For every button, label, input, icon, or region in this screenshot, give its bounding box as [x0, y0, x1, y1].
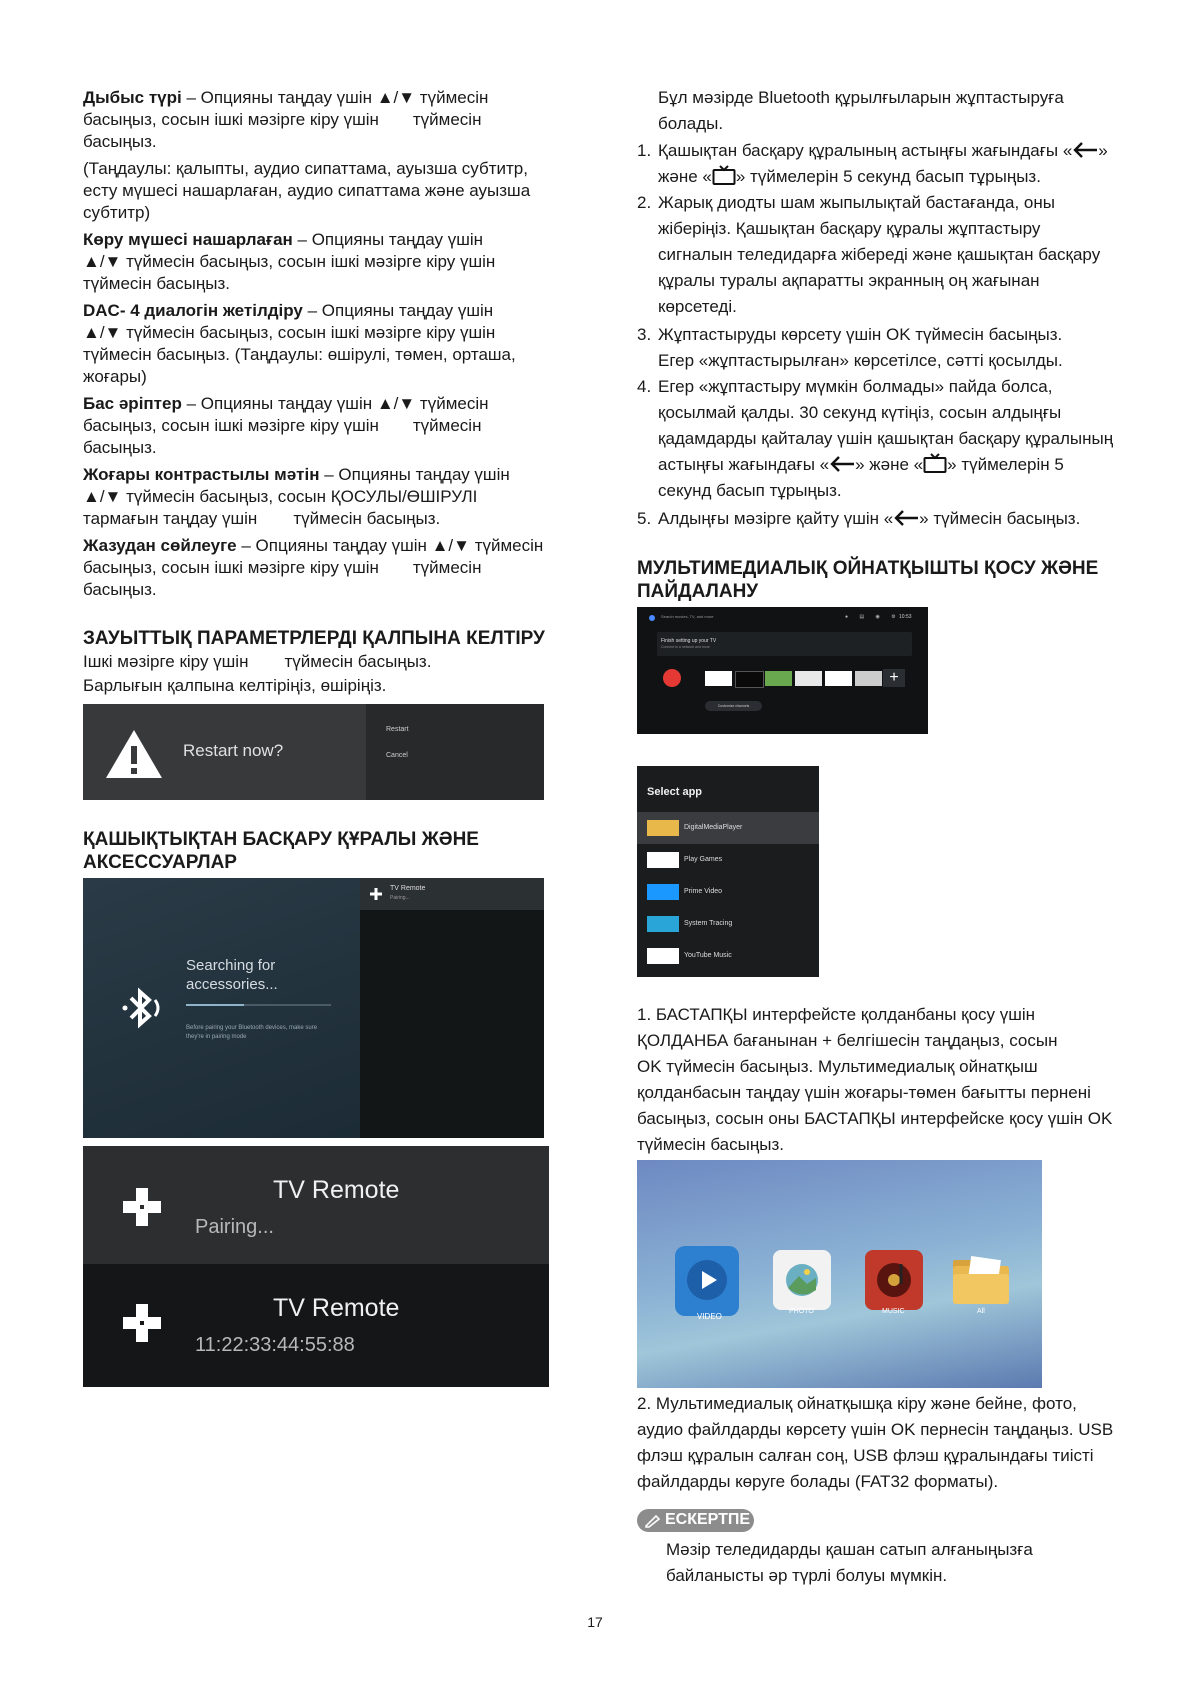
app-tile[interactable]	[765, 671, 792, 686]
step-5: 5. Алдыңғы мәзірге қайту үшін « » түймесін басыңыз.	[637, 509, 1081, 528]
note-badge	[637, 1509, 754, 1532]
restart-dialog-screenshot	[83, 704, 544, 800]
sound-type-title: Дыбыс түрі	[83, 88, 182, 107]
pairing-status: Pairing...	[195, 1216, 274, 1238]
back-arrow-icon	[1072, 141, 1098, 159]
photo-icon	[785, 1262, 819, 1298]
back-arrow-icon	[893, 509, 919, 527]
app-item[interactable]: Prime Video	[684, 888, 723, 895]
app-icon	[647, 916, 679, 932]
app-item[interactable]: System Tracing	[684, 920, 733, 927]
multimedia-heading-line1: МУЛЬТИМЕДИАЛЫҚ ОЙНАТҚЫШТЫ ҚОСУ ЖӘНЕ	[637, 558, 1099, 579]
tv-icon	[923, 453, 947, 473]
bluetooth-icon	[119, 984, 169, 1034]
media-player-screenshot: VIDEO PHOTO MUSIC All	[637, 1160, 1042, 1388]
step-2: 2. Жарық диодты шам жыпылықтай бастағанда, оны жіберіңіз. Қашықтан басқару құралы жұптастыру сигналын теледидарға жібереді және қашықтан басқару құралы туралы ақпаратты экранның оң жағынан көрсетеді.	[637, 193, 1101, 316]
select-app-title: Select app	[647, 786, 703, 798]
warning-icon	[104, 728, 164, 780]
restart-prompt: Restart now?	[183, 741, 284, 760]
add-app-icon[interactable]: +	[883, 669, 905, 687]
app-icon	[647, 820, 679, 836]
pencil-note-icon	[644, 1513, 662, 1528]
app-icon	[647, 948, 679, 964]
app-tile[interactable]	[825, 671, 852, 686]
bluetooth-search-screenshot: Searching for accessories... Before pairing your Bluetooth devices, make sure they're in pairing mode TV Remote Pairing...	[83, 878, 544, 1138]
app-item[interactable]: DigitalMediaPlayer	[684, 824, 743, 831]
select-app-screenshot	[637, 766, 819, 977]
pairing-row-1[interactable]	[83, 1146, 549, 1264]
paired-device-name: TV Remote	[273, 1294, 400, 1322]
remote-heading-line1: ҚАШЫҚТЫҚТАН БАСҚАРУ ҚҰРАЛЫ ЖӘНЕ	[83, 829, 479, 850]
tv-home-screenshot	[637, 607, 928, 734]
all-files-tile[interactable]	[949, 1254, 1013, 1306]
app-tile[interactable]	[855, 671, 882, 686]
app-item[interactable]: Play Games	[684, 856, 723, 863]
bt-side-item[interactable]: TV Remote Pairing...	[360, 878, 544, 910]
step-4: 4. Егер «жұптастыру мүмкін болмады» пайда болса, қосылмай қалды. 30 секунд күтіңіз, сосын алдыңғы қадамдарды қайталау үшін қашықтан басқару құралының астыңғы жағындағы « » және « » түймелерін 5 секунд басып тұрыңыз.	[637, 377, 1114, 500]
note-label: ЕСКЕРТПЕ	[665, 1511, 751, 1528]
music-tile[interactable]	[865, 1250, 923, 1310]
gamepad-icon	[123, 1304, 161, 1342]
remote-pairing-screenshot	[83, 1146, 549, 1387]
search-hint[interactable]: Search movies, TV, and more	[661, 614, 714, 619]
assistant-icon	[649, 615, 655, 621]
setup-card[interactable]: Finish setting up your TV Connect to a network and more	[657, 632, 912, 656]
search-progress-fill	[186, 1004, 244, 1006]
page-number: 17	[587, 1614, 603, 1630]
remote-heading-line2: АКСЕССУАРЛАР	[83, 852, 237, 873]
pairing-device-name: TV Remote	[273, 1176, 400, 1204]
app-icon	[647, 884, 679, 900]
folder-icon	[949, 1254, 1013, 1306]
app-icon	[647, 852, 679, 868]
customize-channels-button[interactable]: Customize channels	[705, 701, 762, 711]
factory-reset-heading: ЗАУЫТТЫҚ ПАРАМЕТРЛЕРДІ ҚАЛПЫНА КЕЛТІРУ	[83, 628, 545, 649]
apps-icon[interactable]	[663, 669, 681, 687]
tv-icon	[712, 165, 736, 185]
restart-option[interactable]: Restart	[386, 726, 409, 733]
searching-text-line2: accessories...	[186, 976, 278, 993]
gamepad-icon	[123, 1188, 161, 1226]
searching-text-line1: Searching for	[186, 957, 276, 974]
video-tile[interactable]	[675, 1246, 739, 1316]
app-tile[interactable]	[705, 671, 732, 686]
multimedia-heading-line2: ПАЙДАЛАНУ	[637, 581, 759, 602]
bt-side-panel	[360, 878, 544, 1138]
gamepad-icon	[370, 888, 382, 900]
play-icon	[700, 1270, 718, 1290]
pairing-row-2[interactable]	[83, 1264, 549, 1387]
paired-device-address: 11:22:33:44:55:88	[195, 1334, 355, 1356]
search-progress-track	[186, 1004, 331, 1006]
step-1: 1. Қашықтан басқару құралының астыңғы жағындағы « » және « » түймелерін 5 секунд басып тұрыңыз.	[637, 141, 1108, 186]
app-item[interactable]: YouTube Music	[684, 952, 732, 959]
photo-tile[interactable]	[773, 1250, 831, 1310]
app-tile[interactable]	[795, 671, 822, 686]
status-icons: ● ▤ ◉ ⚙	[845, 614, 901, 620]
step-3: 3. Жұптастыруды көрсету үшін OK түймесін басыңыз. Егер «жұптастырылған» көрсетілсе, сәтті қосылды.	[637, 325, 1063, 370]
music-disc-icon	[875, 1260, 913, 1300]
cancel-option[interactable]: Cancel	[386, 752, 408, 759]
app-tile[interactable]	[735, 671, 764, 688]
clock: 10:53	[899, 614, 912, 620]
back-arrow-icon	[829, 455, 855, 473]
